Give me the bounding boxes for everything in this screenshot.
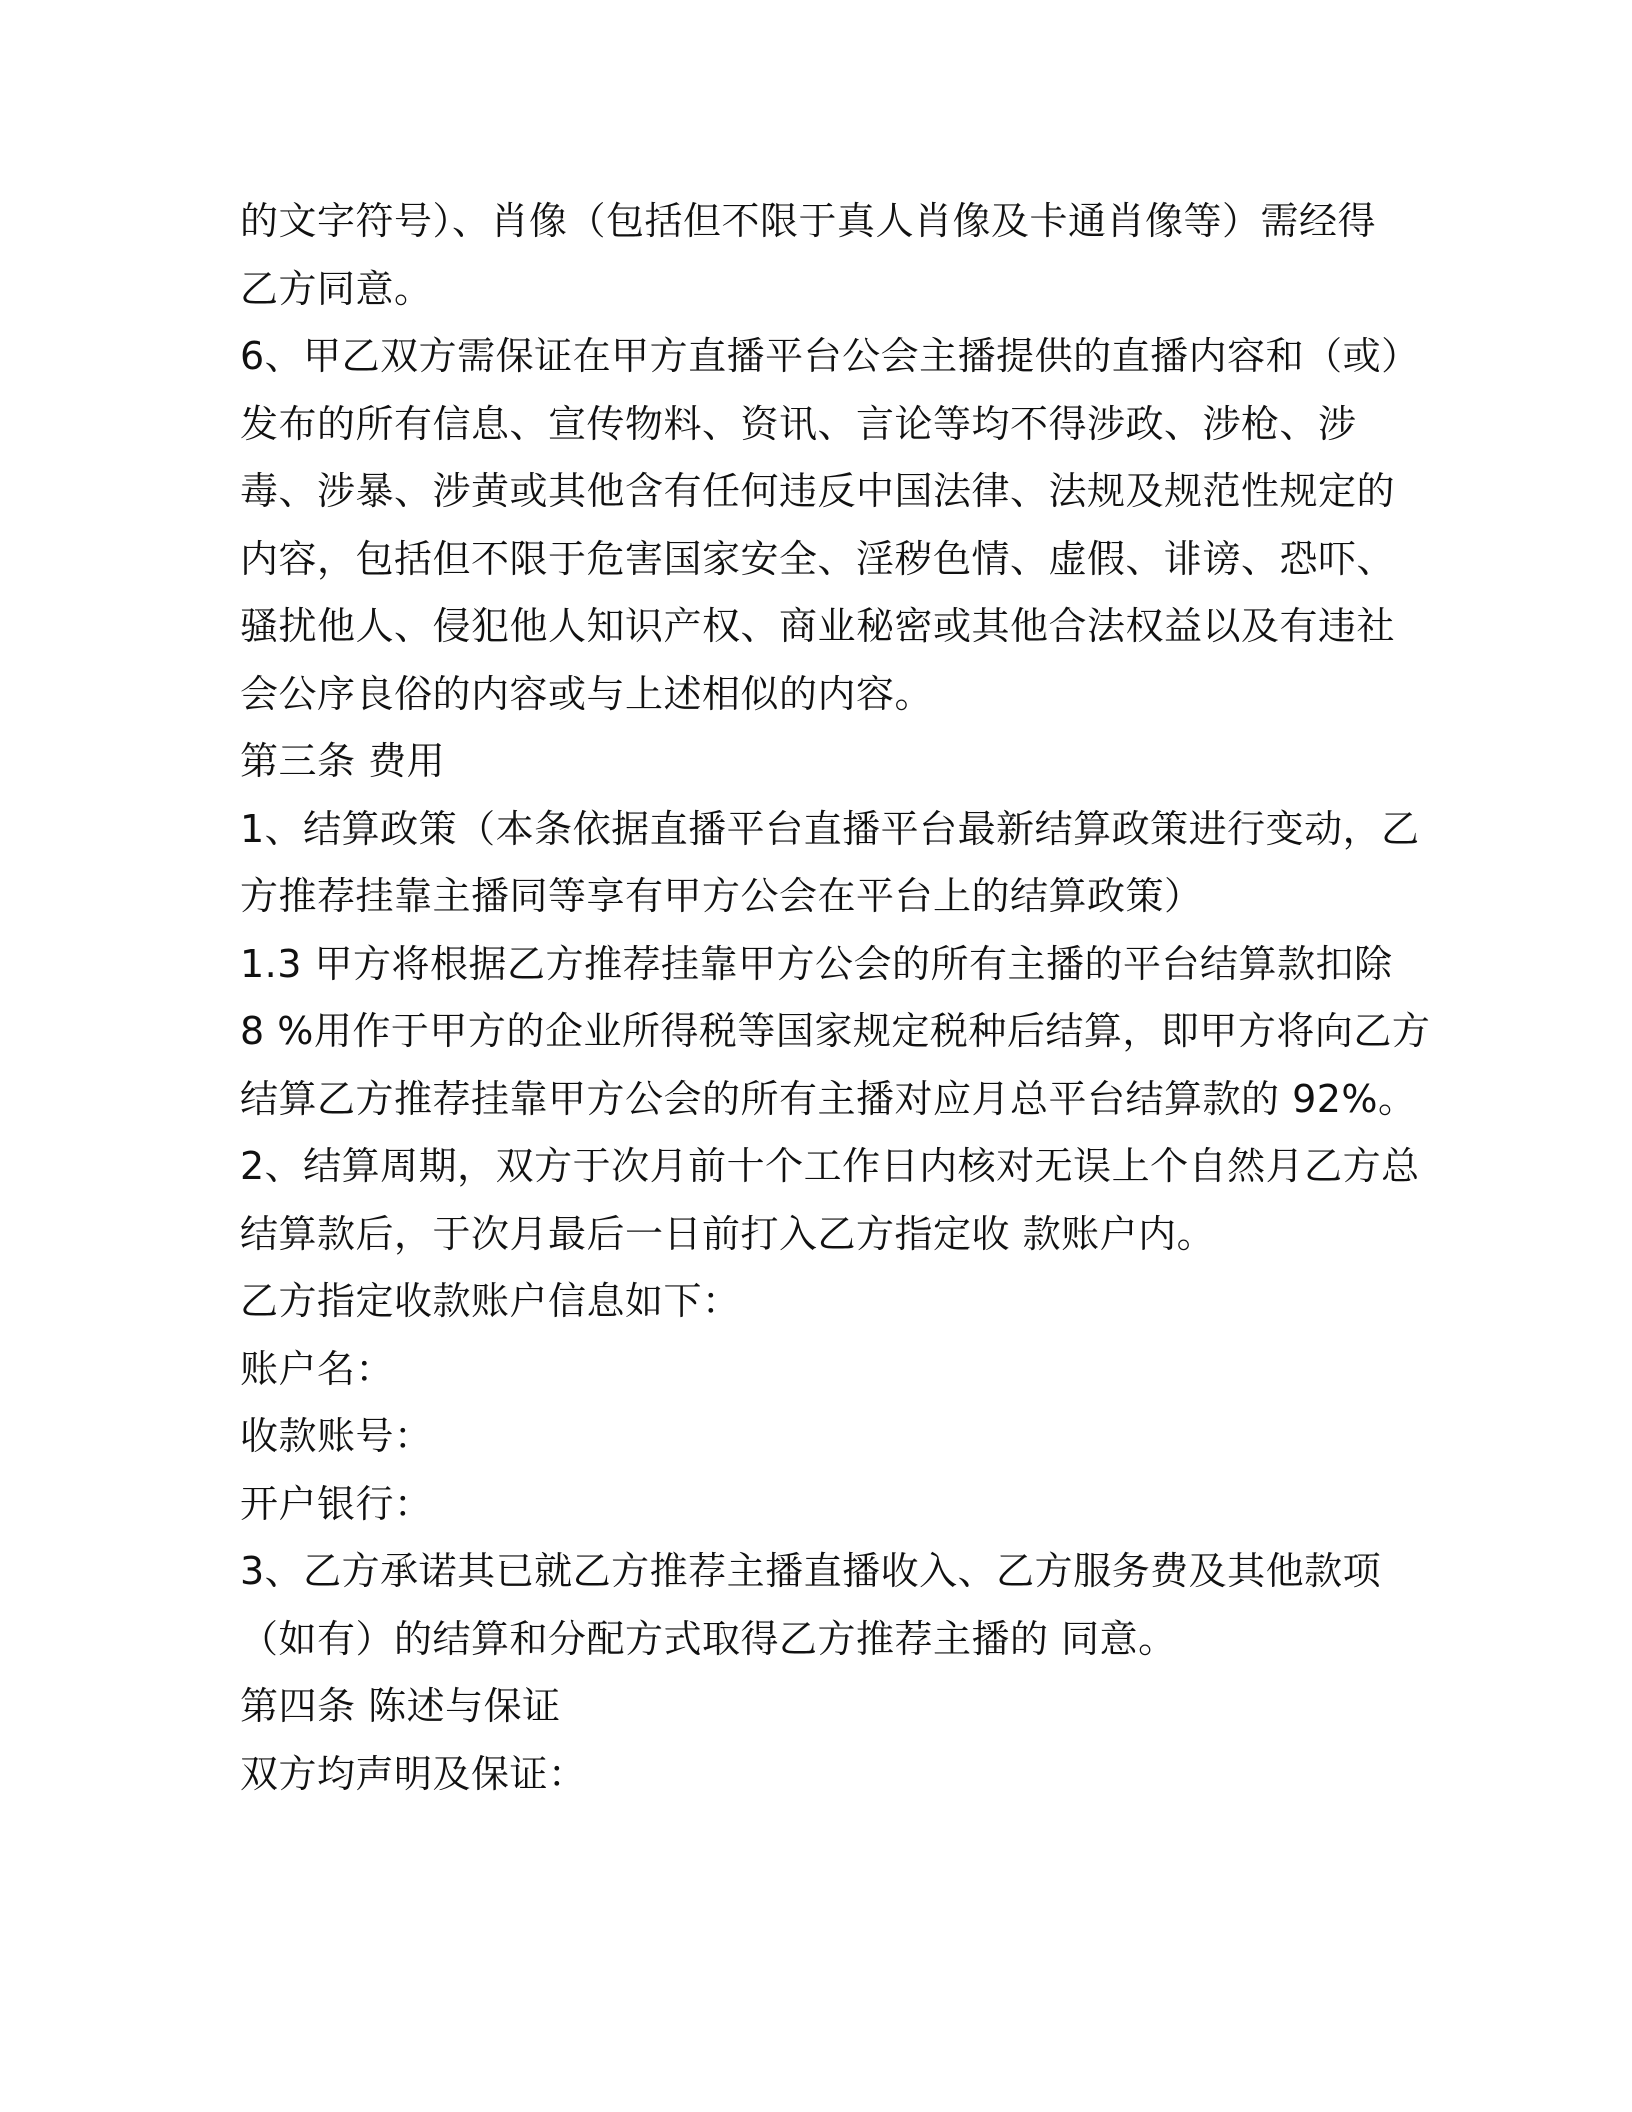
account-name-field: 账户名： (240, 1346, 395, 1391)
bank-field: 开户银行： (240, 1481, 433, 1526)
text-line: 3、乙方承诺其已就乙方推荐主播直播收入、乙方服务费及其他款项 (240, 1549, 1382, 1593)
text-line: 乙方指定收款账户信息如下： (240, 1279, 741, 1323)
text-line: 1.3 甲方将根据乙方推荐挂靠甲方公会的所有主播的平台结算款扣除 (240, 941, 1393, 986)
text-line: 骚扰他人、侵犯他人知识产权、商业秘密或其他合法权益以及有违社 (240, 604, 1396, 648)
text-line: 内容，包括但不限于危害国家安全、淫秽色情、虚假、诽谤、恐吓、 (240, 536, 1396, 581)
text-line: 6、甲乙双方需保证在甲方直播平台公会主播提供的直播内容和（或） (240, 334, 1420, 378)
text-line: 的文字符号）、肖像（包括但不限于真人肖像及卡通肖像等）需经得 (240, 199, 1377, 243)
text-line: 1、结算政策（本条依据直播平台直播平台最新结算政策进行变动，乙 (240, 806, 1420, 851)
text-line: （如有）的结算和分配方式取得乙方推荐主播的 同意。 (240, 1616, 1177, 1661)
text-line: 乙方同意。 (240, 266, 433, 311)
section-heading: 第三条 费用 (240, 739, 446, 783)
text-line: 发布的所有信息、宣传物料、资讯、言论等均不得涉政、涉枪、涉 (240, 401, 1357, 446)
text-line: 毒、涉暴、涉黄或其他含有任何违反中国法律、法规及规范性规定的 (240, 469, 1396, 513)
text-line: 会公序良俗的内容或与上述相似的内容。 (240, 671, 934, 716)
text-line: 结算乙方推荐挂靠甲方公会的所有主播对应月总平台结算款的 92%。 (240, 1076, 1417, 1121)
section-heading: 第四条 陈述与保证 (240, 1684, 561, 1728)
text-line: 双方均声明及保证： (240, 1751, 587, 1796)
text-line: 结算款后，于次月最后一日前打入乙方指定收 款账户内。 (240, 1211, 1216, 1256)
text-line: 方推荐挂靠主播同等享有甲方公会在平台上的结算政策） (240, 874, 1203, 918)
text-line: 8 %用作于甲方的企业所得税等国家规定税种后结算，即甲方将向乙方 (240, 1009, 1431, 1053)
account-number-field: 收款账号： (240, 1414, 433, 1458)
document-body (240, 188, 1431, 1808)
text-line: 2、结算周期，双方于次月前十个工作日内核对无误上个自然月乙方总 (240, 1144, 1420, 1188)
